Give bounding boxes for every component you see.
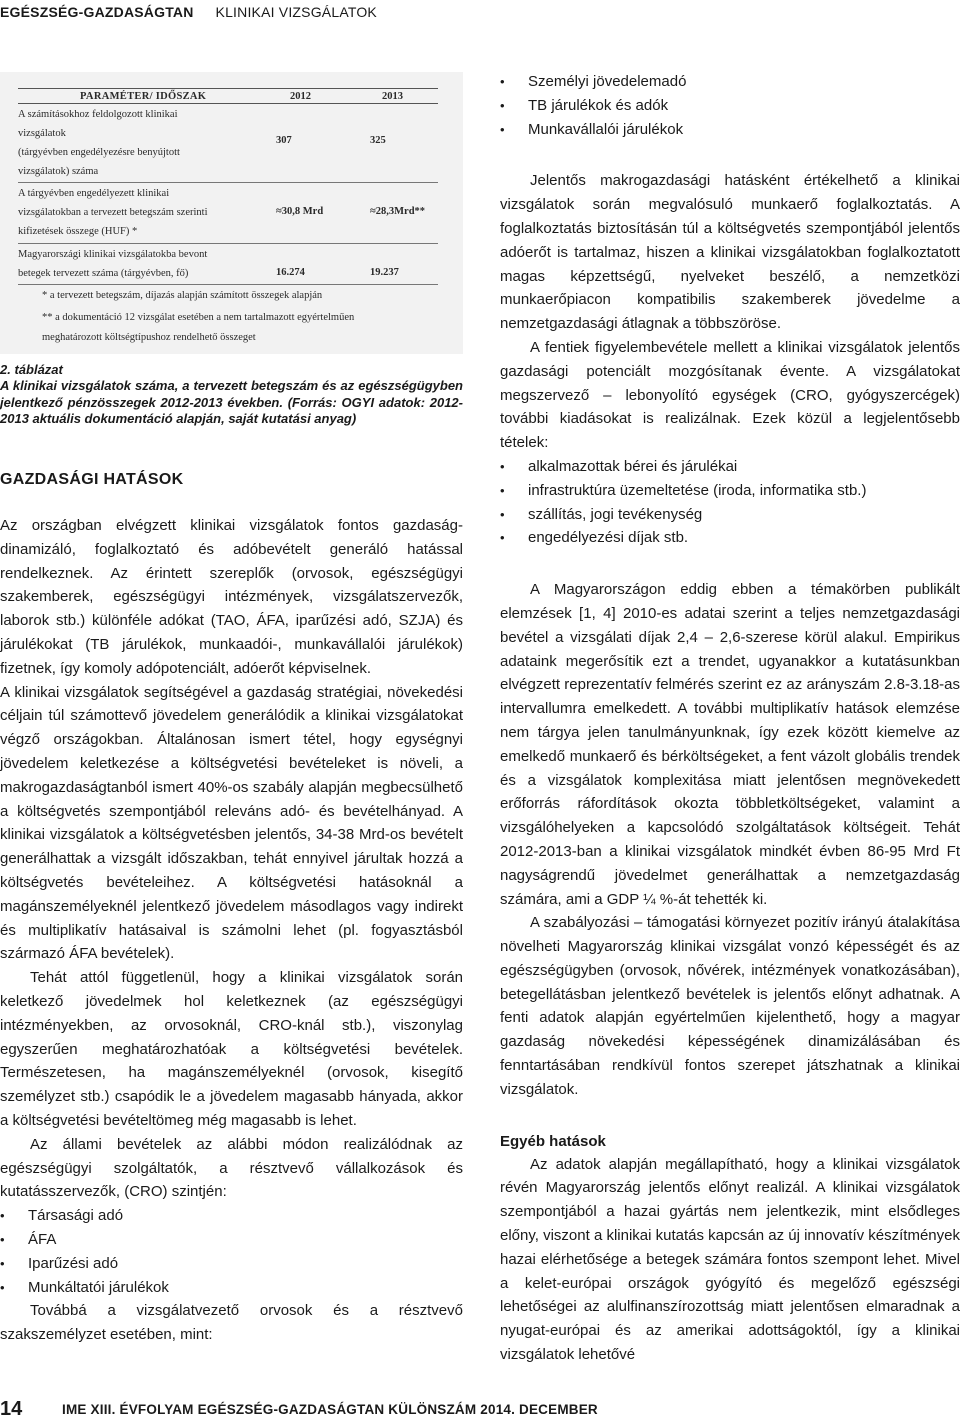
label-line: betegek tervezett száma (tárgyévben, fő) [18, 268, 189, 279]
table-caption [0, 362, 463, 428]
list-item: • Iparűzési adó [0, 1252, 463, 1276]
list-item: • engedélyezési díjak stb. [500, 526, 960, 550]
table-row-label [18, 105, 258, 181]
list-item: • alkalmazottak bérei és járulékai [500, 455, 960, 479]
table-note: meghatározott költségtípushoz rendelhető összeget [42, 332, 256, 343]
table-row [18, 245, 438, 285]
right-column-body [500, 70, 960, 1367]
label-line: Magyarországi klinikai vizsgálatokba bevont [18, 249, 208, 260]
table-header-2013: 2013 [382, 91, 403, 102]
value-2012: 307 [276, 135, 292, 146]
paragraph: Az állami bevételek az alábbi módon realizálódnak az egészségügyi szolgáltatók, a résztvevő vállalkozások és kutatásszervezők, (CRO) szintjén: [0, 1135, 463, 1201]
table-note: ** a dokumentáció 12 vizsgálat esetében a nem tartalmazott egyértelműen [42, 312, 355, 323]
caption-label: 2. táblázat [0, 362, 63, 377]
value-2013: 325 [370, 135, 386, 146]
list-item: • Munkavállalói járulékok [500, 118, 960, 142]
subheading: Egyéb hatások [500, 1132, 606, 1150]
bullet-list [500, 455, 960, 550]
caption-text: A klinikai vizsgálatok száma, a tervezett betegszám és az egészségügyben jelentkező pénzösszegek 2012-2013 években. (Forrás: OGYI adatok: 2012-2013 aktuális dokumentáció alapján, saját kutatási anyag) [0, 378, 463, 427]
table-row-label [18, 184, 258, 241]
spacer [500, 141, 960, 169]
paragraph: A klinikai vizsgálatok segítségével a gazdaság stratégiai, növekedési céljain túl számottevő jövedelem generálódik a klinikai vizsgálatokat végző országokban. Általánosan ismert tétel, hogy egységnyi jövedelem keletkezése a költségvetési bevételeket is növeli, a makrogazdaságtanból ismert 40%-os szabály alapján megbecsülhető a költségvetés szempontjából releváns adó- és bevételhányad. A klinikai vizsgálatok a költségvetésben jelentős, 34-38 Mrd-os bevételt generálhattak a vizsgált időszakban, tehát ennyivel járultak hozzá a költségvetés bevételeihez. A költségvetési hatásoknál a magánszemélyeknél jelentkező jövedelem másodlagos vagy indirekt és multiplikatív hatásaival is számolni lehet (pl. fogyasztásból származó ÁFA bevételek). [0, 683, 463, 963]
header-section: EGÉSZSÉG-GAZDASÁGTAN [0, 4, 194, 20]
list-item: • Társasági adó [0, 1204, 463, 1228]
table-figure [0, 72, 463, 354]
paragraph: Az országban elvégzett klinikai vizsgálatok fontos gazdaság-dinamizáló, foglalkoztató és adóbevételt generáló hatással rendelkeznek. Az érintett szereplők (orvosok, egészségügyi szakemberek, egészségügyi intézmények, vizsgálatszervezők, laborok stb.) különféle adókat (TAO, ÁFA, iparűzési adó, SZJA) és járulékokat (TB járulékok, munkaadói-, munkavállalói járulékok) fizetnek, így komoly adópotenciált, adóerőt képviselnek. [0, 517, 463, 677]
table-header-parameter: PARAMÉTER/ IDŐSZAK [80, 91, 207, 102]
paragraph: A fentiek figyelembevétele mellett a klinikai vizsgálatok jelentős gazdasági potenciált mozgósítanak évente. A vizsgálatokat megszervező – lebonyolító egységek (CRO, gyógyszercégek) további kiadásokat is realizálnak. Ezek közül a legjelentősebb tételek: [500, 338, 960, 452]
value-2012: ≈30,8 Mrd [276, 206, 324, 217]
journal-info: IME XIII. ÉVFOLYAM EGÉSZSÉG-GAZDASÁGTAN KÜLÖNSZÁM 2014. DECEMBER [62, 1401, 598, 1417]
left-column-body [0, 514, 463, 1347]
list-item: • Munkáltatói járulékok [0, 1276, 463, 1300]
value-2013: 19.237 [370, 267, 399, 278]
spacer [500, 1102, 960, 1130]
paragraph: Jelentős makrogazdasági hatásként értékelhető a klinikai vizsgálatok során megvalósuló munkaerő foglalkoztatás. A foglalkoztatás biztosításán túl a költségvetés szempontjából jelentős adóerőt is tartalmaz, hiszen a klinikai vizsgálatokban foglalkoztatott magas képzettségű, nyelveket beszélő, a nemzetközi munkaerőpiacon kompatibilis szakemberek jövedelme a nemzetgazdasági átlagnak a többszöröse. [500, 172, 960, 333]
paragraph: Továbbá a vizsgálatvezető orvosok és a résztvevő szakszemélyzet esetében, mint: [0, 1302, 463, 1344]
list-item: • Személyi jövedelemadó [500, 70, 960, 94]
paragraph: A szabályozási – támogatási környezet pozitív irányú átalakítása növelheti Magyarország klinikai vizsgálat vonzó képességét és az egészségügyben (orvosok, nővérek, intézmények vonatkozásában), betegellátásban jelentkező bevételek is jelentős előnyt adhatnak. A fenti adatok alapján egyértelműen kijelenthető, hogy a magyar gazdaság növekedési képességének dinamizálásában és fenntartásában rendkívül fontos szerepet játszhatnak a klinikai vizsgálatok. [500, 914, 960, 1098]
list-item: • szállítás, jogi tevékenység [500, 503, 960, 527]
list-item: • infrastruktúra üzemeltetése (iroda, informatika stb.) [500, 479, 960, 503]
label-line: A számításokhoz feldolgozott klinikai [18, 109, 178, 120]
bullet-list [500, 70, 960, 141]
label-line: (tárgyévben engedélyezésre benyújtott [18, 147, 180, 158]
section-title: GAZDASÁGI HATÁSOK [0, 471, 184, 488]
value-2013: ≈28,3Mrd** [370, 206, 426, 217]
label-line: kifizetések összege (HUF) * [18, 226, 138, 237]
label-line: vizsgálatok) száma [18, 166, 99, 177]
paragraph: A Magyarországon eddig ebben a témakörben publikált elemzések [1, 4] 2010-es adatai szerint a teljes nemzetgazdasági bevétel a vizsgálati díjak 2,4 – 2,6-szerese körül alakul. Empirikus adataink megerősítik ezt a trendet, ugyanakkor a kutatásunkban elvégzett reprezentatív felmérés szerint ez az arányszám 2.8-3.18-as intervallumra emelkedett. A további multiplikatív hatások elemzése nem tárgya jelen tanulmányunknak, így ezek között kiemelve az emelkedő munkaerő és bérköltségeket, a fent vázolt globális trendek és a vizsgálatok komplexitása miatt jelentősen megnövekedett erőforrás ráfordítások okozta többletköltségeket, valamint a vizsgálóhelyeken a kapcsolódó szolgáltatások költségeit. Tehát 2012-2013-ban a klinikai vizsgálatok mindkét évben 86-95 Mrd Ft nagyságrendű jövedelmet generálhattak a nemzetgazdaság számára, ami a GDP ¼ %-át tehették ki. [500, 581, 960, 908]
header-subsection: KLINIKAI VIZSGÁLATOK [215, 4, 377, 20]
paragraph: Az adatok alapján megállapítható, hogy a klinikai vizsgálatok révén Magyarország jelentős előnyt realizál. A klinikai vizsgálatok szempontjából a hazai gyártás nem jelentkezik, mint elsődleges előny, viszont a klinikai kutatás kapcsán az új innovatív készítmények hazai elérhetősége a betegek számára fontos szempont lehet. Mivel a kelet-európai országok gyógyító és megelőző egészségi lehetőségei az alulfinanszírozottság miatt jelentősen elmaradnak a nyugat-európai és az amerikai adottságoktól, így a klinikai vizsgálatok lehetővé [500, 1155, 960, 1364]
spacer [500, 550, 960, 578]
table-note: * a tervezett betegszám, díjazás alapján számított összegek alapján [42, 290, 323, 301]
label-line: vizsgálatokban a tervezett betegszám szerinti [18, 207, 208, 218]
page-number: 14 [0, 1397, 23, 1420]
table-row [18, 184, 438, 244]
table-header-2012: 2012 [290, 91, 311, 102]
table-row-label [18, 245, 258, 283]
label-line: A tárgyévben engedélyezett klinikai [18, 188, 170, 199]
list-item: • ÁFA [0, 1228, 463, 1252]
bullet-list [0, 1204, 463, 1299]
table-row [18, 105, 438, 183]
list-item: • TB járulékok és adók [500, 94, 960, 118]
table-header [18, 88, 438, 104]
label-line: vizsgálatok [18, 128, 66, 139]
running-header [0, 0, 377, 24]
value-2012: 16.274 [276, 267, 305, 278]
page-footer [0, 1395, 960, 1423]
paragraph: Tehát attól függetlenül, hogy a klinikai vizsgálatok során keletkező jövedelmek hol keletkeznek (az egészségügyi intézményekben, az orvosoknál, CRO-knál stb.), viszonylag egyszerűen meghatározhatóak a költségvetési bevételek. Természetesen, ha magánszemélyeknél (orvosok, kisegítő személyzet stb.) csapódik le a jövedelem magasabb hányada, akkor a költségvetési bevételtömeg még magasabb is lehet. [0, 969, 463, 1129]
